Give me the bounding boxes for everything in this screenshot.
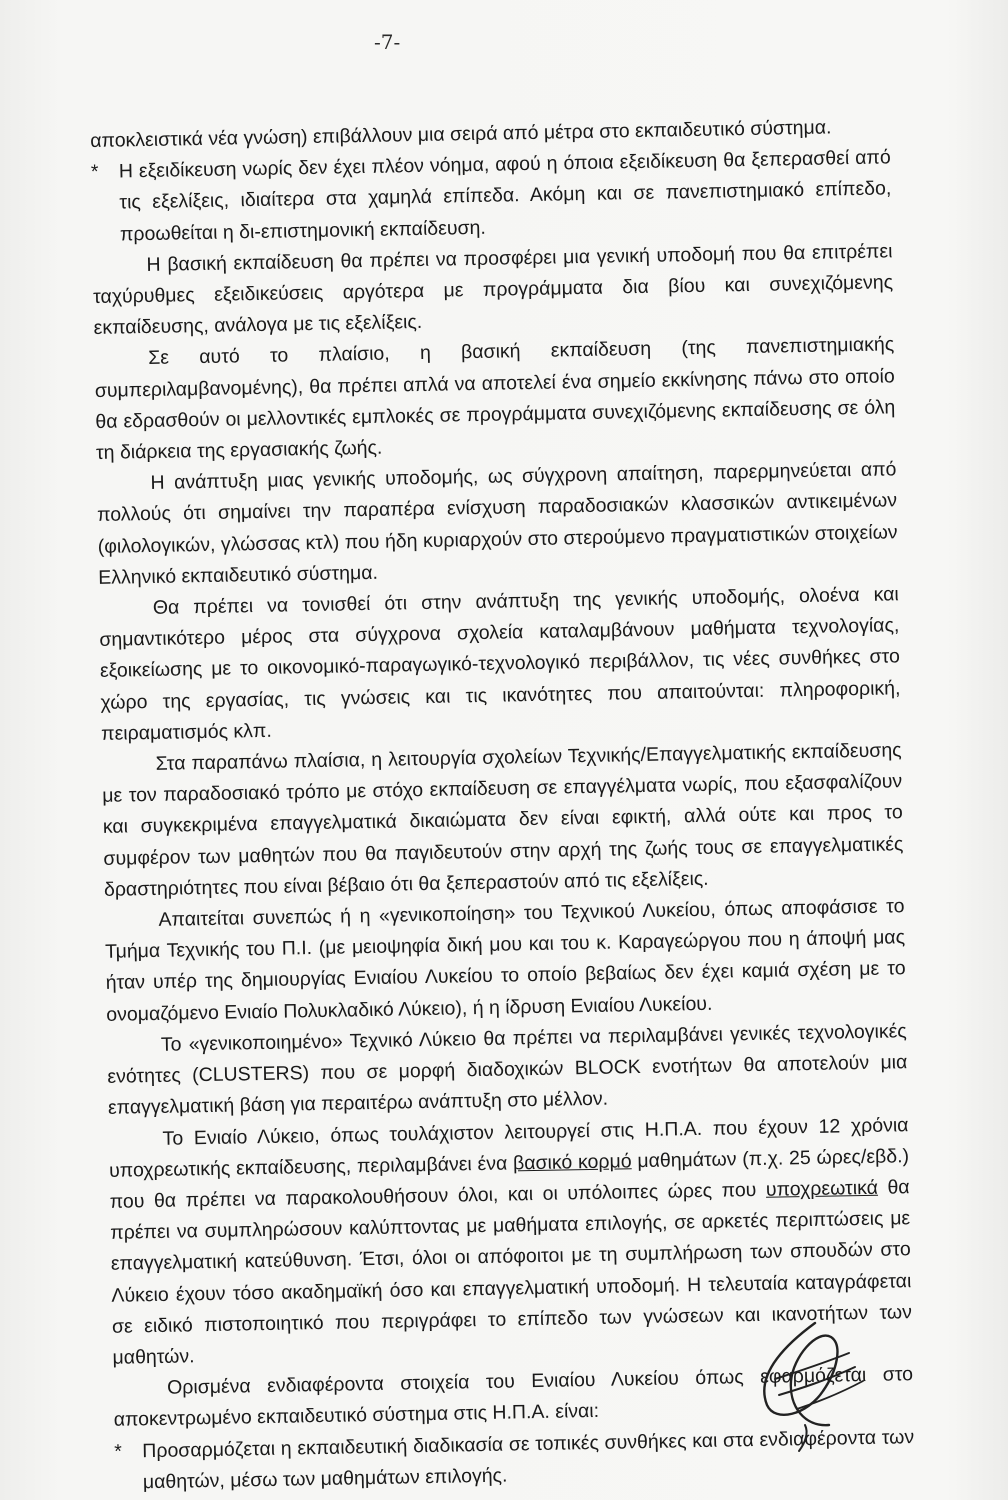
bullet-text: Η εξειδίκευση νωρίς δεν έχει πλέον νόημα, αφού η όποια εξειδίκευση θα ξεπερασθεί από τις εξελίξεις, ιδιαίτερα στα χαμηλά επίπεδα. Ακόμη και σε πανεπιστημιακό επίπεδο, προωθείται η δι-επιστημονική εκπαίδευση. [118, 146, 892, 246]
page-number: -7- [374, 30, 401, 54]
handwritten-signature [745, 1315, 875, 1455]
text-run: θα πρέπει να συμπληρώσουν καλύπτοντας με μαθήματα επιλογής, σε αρκετές περιπτώσεις με επαγγελματική κατεύθυνση. Έτσι, όλοι οι απόφοιτοι με τη συμπλήρωση των σπουδών στο Λύκειο έχουν τόσο ακαδημαϊκή όσο και επαγγελματική υποδομή. Η τελευταία καταγράφεται σε ειδικό πιστοποιητικό που περιγράφει το επίπεδο των γνώσεων και ικανοτήτων των μαθητών. [110, 1176, 913, 1369]
bullet-text: Προσαρμόζεται η εκπαιδευτική διαδικασία σε τοπικές συνθήκες και στα ενδιαφέροντα των μαθητών, μέσω των μαθημάτων επιλογής. [142, 1425, 915, 1493]
paragraph: αποκλειστικά νέα γνώση) επιβάλλουν μια σειρά από μέτρα στο εκπαιδευτικό σύστημα. [90, 116, 832, 152]
paragraph: Σε αυτό το πλαίσιο, η βασική εκπαίδευση (της πανεπιστημιακής συμπεριλαμβανομένης), θα πρέπει απλά να αποτελεί ένα σημείο εκκίνησης πάνω στο οποίο θα εδρασθούν οι μελλοντικές εμπλοκές σε προγράμματα συνεχιζόμενης εκπαίδευσης σε όλη τη διάρκεια της εργασιακής ζωής. [94, 333, 896, 464]
asterisk-bullet-icon: * [90, 161, 99, 184]
text-run: μαθημάτων (π.χ. 25 ώρες/εβδ.) που θα πρέπει να παρακολουθήσουν όλοι, και οι υπόλοιπες ώρες που [109, 1144, 910, 1213]
document-body [90, 111, 915, 1498]
underlined-text: βασικό κορμό [512, 1149, 632, 1175]
underlined-text: υποχρεωτικά [765, 1176, 879, 1201]
paragraph: Η ανάπτυξη μιας γενικής υποδομής, ως σύγχρονη απαίτηση, παρερμηνεύεται από πολλούς ότι σημαίνει την παραπέρα ενίσχυση παραδοσιακών κλασσικών αντικειμένων (φιλολογικών, γλώσσας κτλ) που ήδη κυριαρχούν στο στερούμενο πραγματιστικών στοιχείων Ελληνικό εκπαιδευτικό σύστημα. [96, 458, 898, 589]
text-run: Το Ενιαίο Λύκειο, όπως τουλάχιστον λειτουργεί στις Η.Π.Α. που έχουν 12 χρόνια υποχρεωτικής εκπαίδευσης, περιλαμβάνει ένα [108, 1113, 909, 1182]
paragraph: Η βασική εκπαίδευση θα πρέπει να προσφέρει μια γενική υποδομή που θα επιτρέπει ταχύρυθμες εξειδικεύσεις αργότερα με προγράμματα δια βίου και συνεχιζόμενης εκπαίδευσης, ανάλογα με τις εξελίξεις. [92, 240, 894, 340]
paragraph: Το «γενικοποιημένο» Τεχνικό Λύκειο θα πρέπει να περιλαμβάνει γενικές τεχνολογικές ενότητες (CLUSTERS) που σε μορφή διαδοχικών BLOCK ενοτήτων θα αποτελούν μια επαγγελματική βάση για περαιτέρω ανάπτυξη στο μέλλον. [107, 1020, 908, 1120]
asterisk-bullet-icon: * [114, 1440, 123, 1463]
bullet-item [91, 143, 893, 251]
paragraph: Ορισμένα ενδιαφέροντα στοιχεία του Ενιαίου Λυκείου όπως εφαρμόζεται στο αποκεντρωμένο εκπαιδευτικό σύστημα στις Η.Π.Α. είναι: [113, 1363, 914, 1432]
paragraph: Θα πρέπει να τονισθεί ότι στην ανάπτυξη της γενικής υποδομής, ολοένα και σημαντικότερο μέρος στα σύγχρονα σχολεία καταλαμβάνουν μαθήματα τεχνολογίας, εξοικείωσης με το οικονομικό-παραγωγικό-τεχνολογικό περιβάλλον, τις νέες συνθήκες στο χώρο της εργασίας, τις γνώσεις και τις ικανότητες που απαιτούνται: πληροφορική, πειραματισμός κλπ. [99, 583, 901, 745]
paragraph: Απαιτείται συνεπώς ή η «γενικοποίηση» του Τεχνικού Λυκείου, όπως αποφάσισε το Τμήμα Τεχνικής του Π.Ι. (με μειοψηφία δική μου και του κ. Καραγεώργου που η άποψή μας ήταν υπέρ της δημιουργίας Ενιαίου Λυκείου το οποίο βεβαίως δεν έχει καμιά σχέση με το ονομαζόμενο Ενιαίο Πολυκλαδικό Λύκειο), ή η ίδρυση Ενιαίου Λυκείου. [104, 895, 906, 1026]
paragraph: Στα παραπάνω πλαίσια, η λειτουργία σχολείων Τεχνικής/Επαγγελματικής εκπαίδευσης με τον παραδοσιακό τρόπο με στόχο εκπαίδευση σε επαγγέλματα νωρίς, που εξασφαλίζουν και συγκεκριμένα επαγγελματικά δικαιώματα δεν είναι εφικτή, αλλά ούτε και προς το συμφέρον των μαθητών που θα παγιδευτούν στην αρχή της ζωής τους σε επαγγελματικές δραστηριότητες που είναι βέβαιο ότι θα ξεπεραστούν από τις εξελίξεις. [102, 739, 904, 901]
